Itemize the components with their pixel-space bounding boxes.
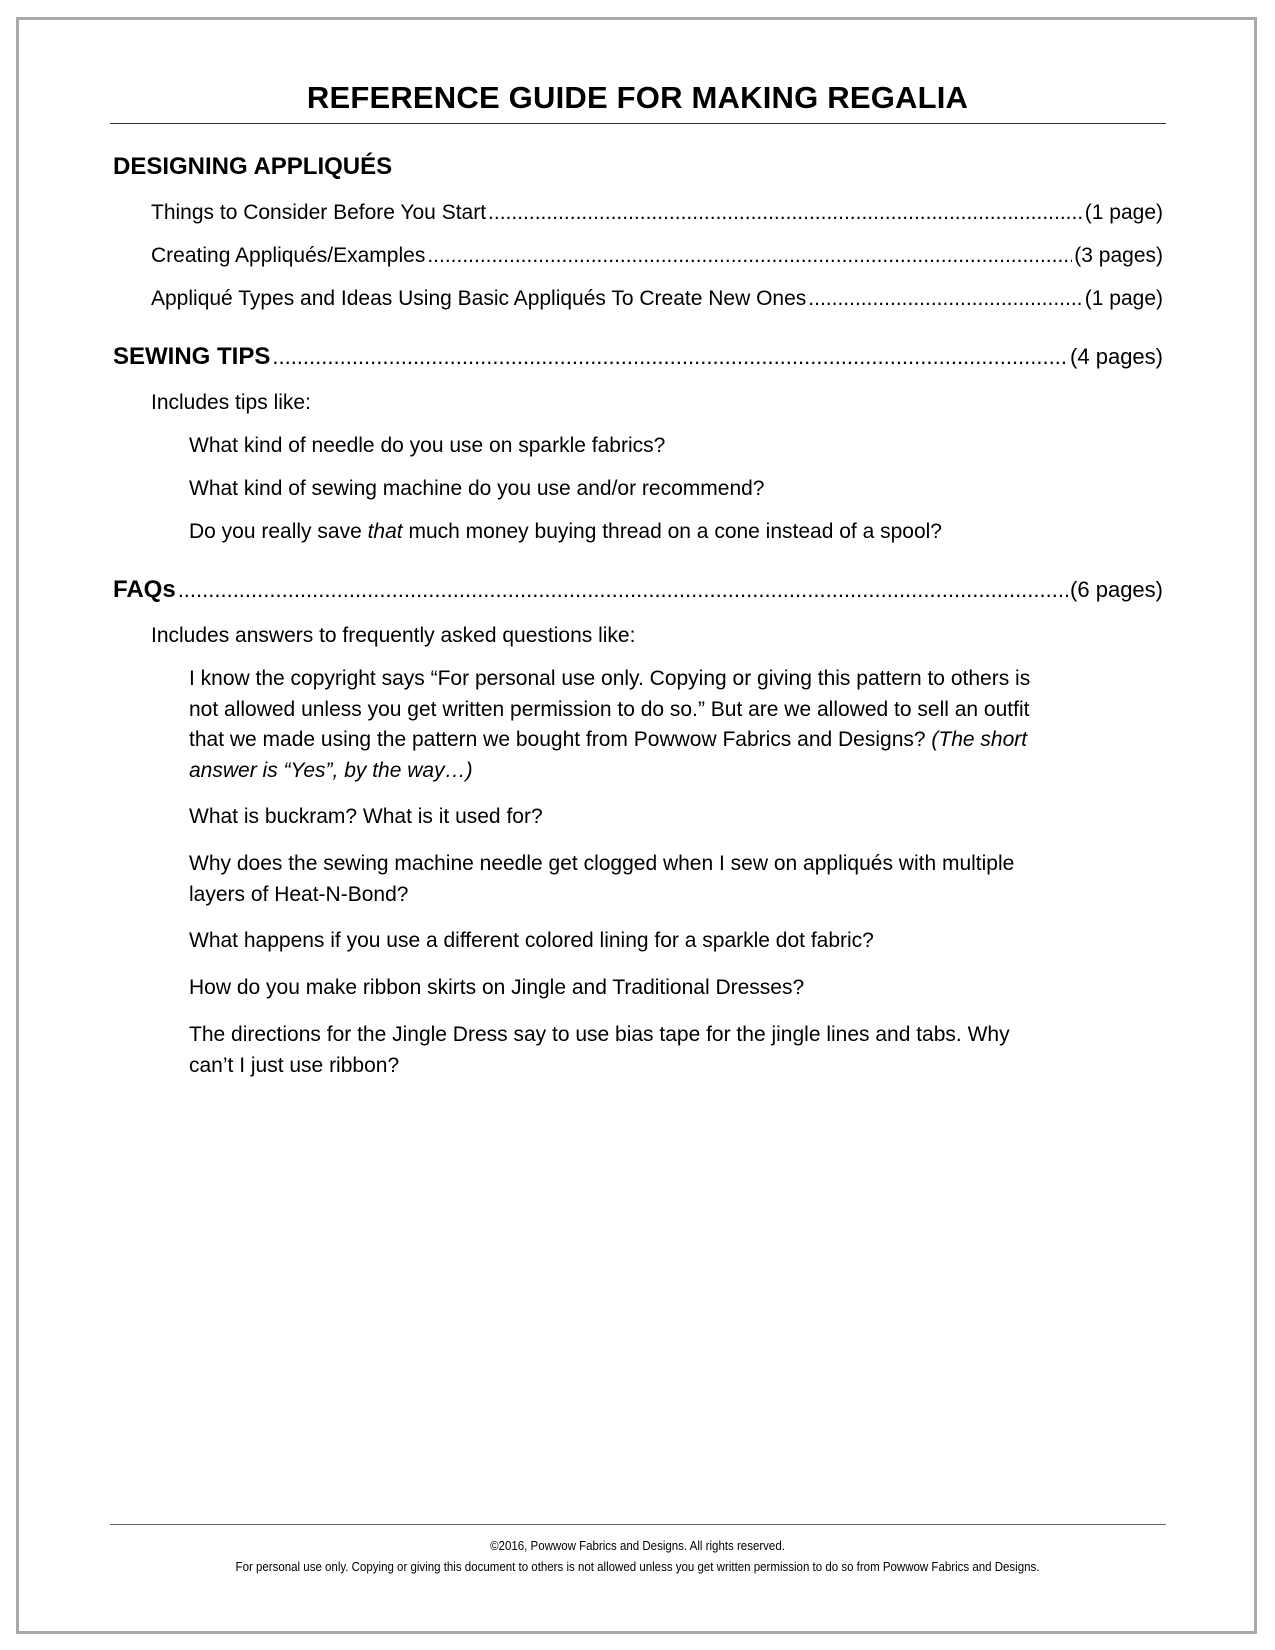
faq-question: What is buckram? What is it used for? bbox=[189, 805, 543, 828]
toc-entry-creating-appliques bbox=[151, 241, 1163, 271]
sewing-tip-question bbox=[189, 517, 1069, 548]
toc-entry-applique-types bbox=[151, 284, 1163, 314]
emphasized-word: that bbox=[367, 520, 403, 543]
question-text: Do you really save bbox=[189, 520, 368, 543]
toc-entry-label: Creating Appliqués/Examples bbox=[151, 244, 426, 267]
dot-leader bbox=[808, 284, 1082, 314]
toc-entry-page-count: (4 pages) bbox=[1070, 344, 1163, 369]
toc-entry-sewing-tips bbox=[113, 342, 1163, 372]
toc-entry-label: Appliqué Types and Ideas Using Basic Appliqués To Create New Ones bbox=[151, 287, 807, 310]
footer-divider bbox=[110, 1524, 1166, 1525]
document-title: REFERENCE GUIDE FOR MAKING REGALIA bbox=[306, 80, 969, 115]
section-heading-sewing-tips: SEWING TIPS bbox=[113, 343, 271, 370]
title-divider bbox=[110, 123, 1166, 124]
faq-question: How do you make ribbon skirts on Jingle and Traditional Dresses? bbox=[189, 976, 805, 999]
faqs-intro: Includes answers to frequently asked questions like: bbox=[151, 624, 636, 647]
footer-copyright: ©2016, Powwow Fabrics and Designs. All rights reserved. bbox=[490, 1539, 785, 1553]
section-heading-faqs: FAQs bbox=[113, 576, 176, 603]
section-heading-designing-appliques: DESIGNING APPLIQUÉS bbox=[113, 153, 393, 180]
dot-leader bbox=[427, 241, 1072, 271]
toc-entry-things-to-consider bbox=[151, 198, 1163, 228]
question-aside: (The short answer is “Yes”, by the way…) bbox=[189, 728, 1028, 782]
dot-leader bbox=[178, 575, 1068, 605]
toc-entry-page-count: (1 page) bbox=[1084, 201, 1163, 224]
toc-entry-faqs bbox=[113, 575, 1163, 605]
footer-notice: For personal use only. Copying or giving this document to others is not allowed unless you get written permission to do so from Powwow Fabrics and Designs. bbox=[235, 1560, 1040, 1574]
toc-entry-page-count: (3 pages) bbox=[1074, 244, 1163, 267]
toc-entry-page-count: (6 pages) bbox=[1070, 577, 1163, 602]
faq-question: Why does the sewing machine needle get clogged when I sew on appliqués with multiple layers of Heat-N-Bond? bbox=[189, 852, 1015, 906]
toc-entry-page-count: (1 page) bbox=[1084, 287, 1163, 310]
sewing-tip-question: What kind of needle do you use on sparkle fabrics? bbox=[189, 434, 666, 457]
faq-question: The directions for the Jingle Dress say to use bias tape for the jingle lines and tabs. Why can’t I just use ribbon? bbox=[189, 1023, 1010, 1077]
faq-question: What happens if you use a different colored lining for a sparkle dot fabric? bbox=[189, 929, 874, 952]
toc-entry-label: Things to Consider Before You Start bbox=[151, 201, 487, 224]
faq-question bbox=[189, 664, 1049, 786]
question-text: much money buying thread on a cone instead of a spool? bbox=[402, 520, 942, 543]
question-text: I know the copyright says “For personal use only. Copying or giving this pattern to others is not allowed unless you get written permission to do so.” But are we allowed to sell an outfit that we made using the pattern we bought from Powwow Fabrics and Designs? bbox=[189, 667, 1031, 751]
sewing-tips-intro: Includes tips like: bbox=[151, 391, 311, 414]
dot-leader bbox=[488, 198, 1083, 228]
sewing-tip-question: What kind of sewing machine do you use and/or recommend? bbox=[189, 477, 765, 500]
dot-leader bbox=[272, 342, 1068, 372]
